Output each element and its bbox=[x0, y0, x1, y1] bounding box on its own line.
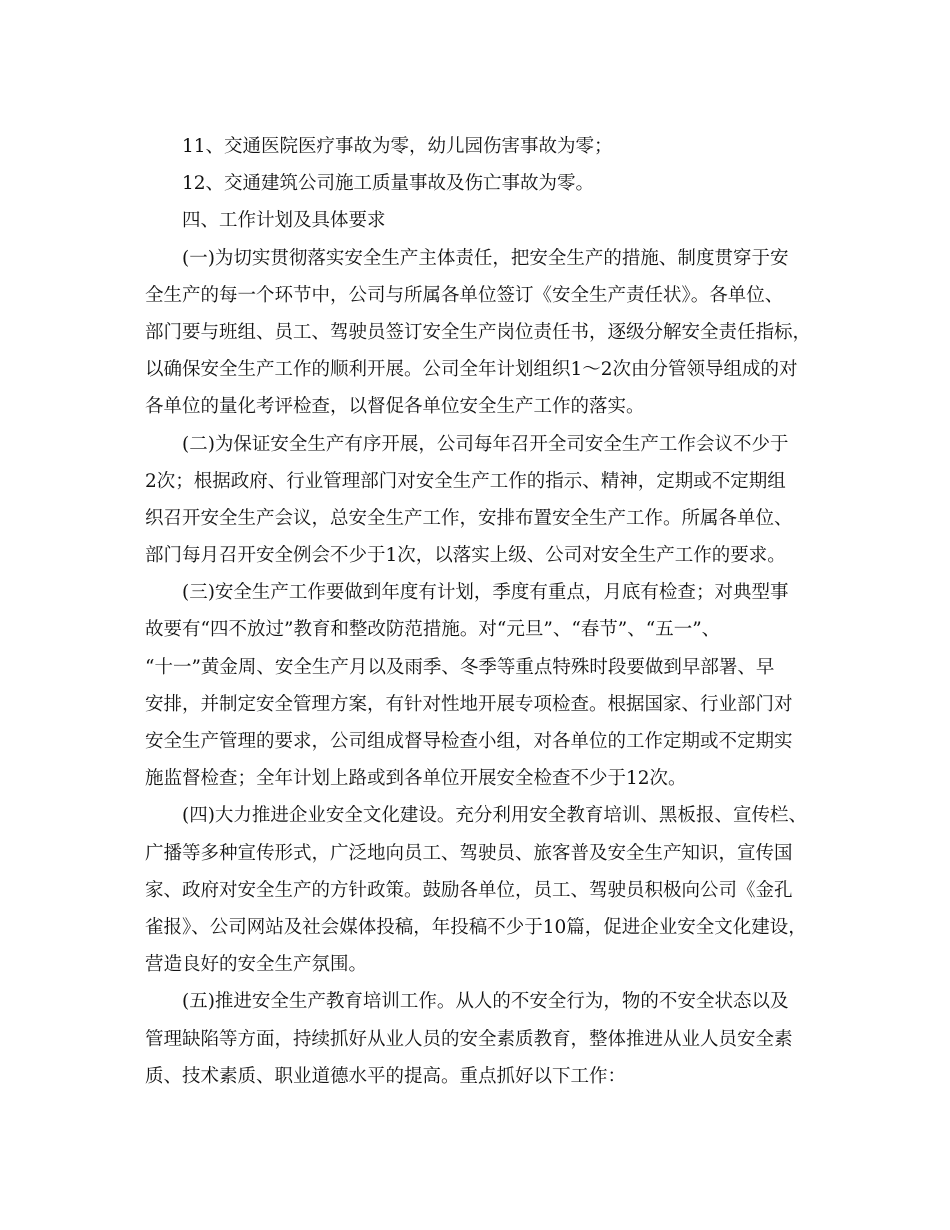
text-line: 各单位的量化考评检查，以督促各单位安全生产工作的落实。 bbox=[145, 396, 645, 418]
text-line: 雀报》、公司网站及社会媒体投稿，年投稿不少于10篇，促进企业安全文化建设， bbox=[145, 916, 807, 938]
text-line: 11、交通医院医疗事故为零，幼儿园伤害事故为零； bbox=[182, 136, 613, 157]
document-page bbox=[145, 128, 815, 1095]
text-line: (五)推进安全生产教育培训工作。从人的不安全行为，物的不安全状态以及 bbox=[182, 991, 789, 1013]
text-line: 广播等多种宣传形式，广泛地向员工、驾驶员、旅客普及安全生产知识，宣传国 bbox=[145, 842, 793, 864]
text-line: “十一”黄金周、安全生产月以及雨季、冬季等重点特殊时段要做到早部署、早 bbox=[145, 656, 775, 678]
text-line: 营造良好的安全生产氛围。 bbox=[145, 954, 368, 976]
text-line: 以确保安全生产工作的顺利开展。公司全年计划组织1～2次由分管领导组成的对 bbox=[145, 359, 798, 381]
text-line: (三)安全生产工作要做到年度有计划，季度有重点，月底有检查；对典型事 bbox=[182, 582, 789, 604]
text-line: 管理缺陷等方面，持续抓好从业人员的安全素质教育，整体推进从业人员安全素 bbox=[145, 1028, 793, 1050]
text-line: 全生产的每一个环节中，公司与所属各单位签订《安全生产责任状》。各单位、 bbox=[145, 284, 784, 306]
text-line: (二)为保证安全生产有序开展，公司每年召开全司安全生产工作会议不少于 bbox=[182, 433, 789, 455]
text-line: 12、交通建筑公司施工质量事故及伤亡事故为零。 bbox=[182, 173, 595, 195]
text-line: 施监督检查；全年计划上路或到各单位开展安全检查不少于12次。 bbox=[145, 768, 687, 790]
text-line: 安排，并制定安全管理方案，有针对性地开展专项检查。根据国家、行业部门对 bbox=[145, 693, 793, 715]
text-line: 2次；根据政府、行业管理部门对安全生产工作的指示、精神，定期或不定期组 bbox=[145, 470, 786, 492]
text-line: 质、技术素质、职业道德水平的提高。重点抓好以下工作： bbox=[145, 1065, 627, 1087]
text-line: (一)为切实贯彻落实安全生产主体责任，把安全生产的措施、制度贯穿于安 bbox=[182, 247, 789, 269]
section-heading: 四、工作计划及具体要求 bbox=[182, 210, 386, 232]
text-line: 部门每月召开安全例会不少于1次，以落实上级、公司对安全生产工作的要求。 bbox=[145, 545, 786, 567]
text-line: (四)大力推进企业安全文化建设。充分利用安全教育培训、黑板报、宣传栏、 bbox=[182, 805, 807, 827]
text-line: 织召开安全生产会议，总安全生产工作，安排布置安全生产工作。所属各单位、 bbox=[145, 507, 793, 529]
text-line: 安全生产管理的要求，公司组成督导检查小组，对各单位的工作定期或不定期实 bbox=[145, 731, 793, 752]
text-line: 家、政府对安全生产的方针政策。鼓励各单位，员工、驾驶员积极向公司《金孔 bbox=[145, 879, 793, 901]
text-line: 部门要与班组、员工、驾驶员签订安全生产岗位责任书，逐级分解安全责任指标， bbox=[145, 321, 812, 343]
text-line: 故要有“四不放过”教育和整改防范措施。对“元旦”、“春节”、“五一”、 bbox=[145, 619, 721, 641]
